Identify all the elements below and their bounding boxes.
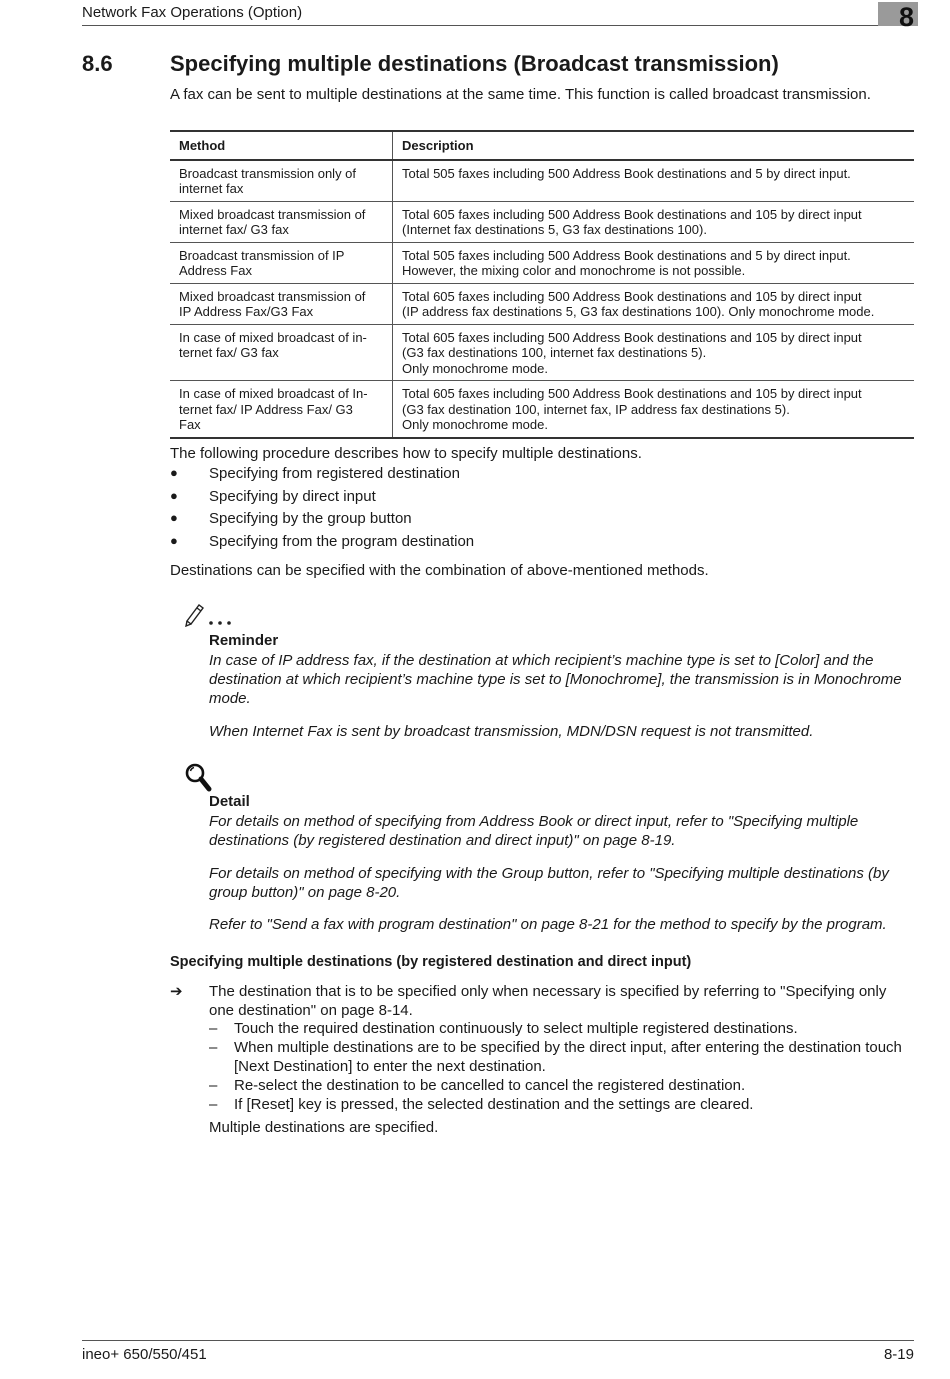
section-intro: A fax can be sent to multiple destinations at the same time. This function is called broadcast transmission. xyxy=(170,86,871,103)
bullet-icon: ● xyxy=(170,465,178,480)
footer-model: ineo+ 650/550/451 xyxy=(82,1346,207,1363)
detail-text: For details on method of specifying from Address Book or direct input, refer to "Specifying multiple destinations (by registered destination and direct input)" on page 8-19. xyxy=(209,813,859,849)
method-cell: Broadcast transmission of IP Address Fax xyxy=(170,242,393,283)
dash-icon: – xyxy=(209,1020,218,1037)
method-cell: In case of mixed broadcast of In- ternet fax/ IP Address Fax/ G3 Fax xyxy=(170,381,393,438)
bullet-icon: ● xyxy=(170,487,178,503)
procedure-result: Multiple destinations are specified. xyxy=(209,1119,439,1136)
method-cell: In case of mixed broadcast of in- ternet fax/ G3 fax xyxy=(170,324,393,381)
description-cell: Total 605 faxes including 500 Address Book destinations and 105 by direct input (Internet fax destinations 5, G3 fax destinations 100). xyxy=(393,201,915,242)
detail-text: For details on method of specifying with the Group button, refer to "Specifying multiple destinations (by group button)" on page 8-20. xyxy=(209,865,889,901)
bullet-icon: ● xyxy=(170,532,178,548)
reminder-text: When Internet Fax is sent by broadcast transmission, MDN/DSN request is not transmitted. xyxy=(209,723,814,740)
chapter-tab: 8 xyxy=(878,2,918,26)
pencil-note-icon xyxy=(184,601,234,632)
table-row xyxy=(170,381,914,438)
footer-rule xyxy=(82,1340,914,1341)
column-header-method: Method xyxy=(170,131,393,160)
method-cell: Mixed broadcast transmission of IP Address Fax/G3 Fax xyxy=(170,283,393,324)
list-item: – Touch the required destination continuously to select multiple registered destinations. xyxy=(209,1020,798,1037)
running-header: Network Fax Operations (Option) xyxy=(82,4,303,21)
procedure-step: The destination that is to be specified only when necessary is specified by referring to "Specifying only one destination" on page 8-14. xyxy=(209,983,887,1019)
list-item: ● Specifying by the group button xyxy=(170,510,412,527)
dash-icon: – xyxy=(209,1077,218,1094)
list-item: – When multiple destinations are to be specified by the direct input, after entering the destination touch [Next Destination] to enter the next destination. xyxy=(209,1039,902,1075)
magnifier-icon xyxy=(184,762,212,797)
description-cell: Total 505 faxes including 500 Address Book destinations and 5 by direct input. However, the mixing color and monochrome is not possible. xyxy=(393,242,915,283)
header-rule xyxy=(82,25,878,26)
combination-text: Destinations can be specified with the combination of above-mentioned methods. xyxy=(170,562,709,579)
list-item: ● Specifying from the program destination xyxy=(170,532,475,550)
arrow-icon: ➔ xyxy=(170,983,183,1000)
detail-text: Refer to "Send a fax with program destination" on page 8-21 for the method to specify by the program. xyxy=(209,916,887,933)
description-cell: Total 605 faxes including 500 Address Book destinations and 105 by direct input (G3 fax destination 100, internet fax, IP address fax destinations 5). Only monochrome mode. xyxy=(393,381,915,438)
dash-icon: – xyxy=(209,1096,218,1113)
description-cell: Total 605 faxes including 500 Address Book destinations and 105 by direct input (G3 fax destinations 100, internet fax destinations 5). Only monochrome mode. xyxy=(393,324,915,381)
description-cell: Total 605 faxes including 500 Address Book destinations and 105 by direct input (IP address fax destinations 5, G3 fax destinations 100). Only monochrome mode. xyxy=(393,283,915,324)
section-title: Specifying multiple destinations (Broadcast transmission) xyxy=(170,51,779,76)
column-header-description: Description xyxy=(393,131,915,160)
methods-bullet-list xyxy=(170,465,474,555)
procedure-intro: The following procedure describes how to specify multiple destinations. xyxy=(170,445,642,462)
detail-heading: Detail xyxy=(209,793,250,810)
table-row xyxy=(170,324,914,381)
list-item: – Re-select the destination to be cancelled to cancel the registered destination. xyxy=(209,1077,746,1094)
list-item: ● Specifying from registered destination xyxy=(170,465,460,482)
description-cell: Total 505 faxes including 500 Address Book destinations and 5 by direct input. xyxy=(393,160,915,202)
method-cell: Broadcast transmission only of internet fax xyxy=(170,160,393,202)
broadcast-methods-table xyxy=(170,130,914,439)
reminder-heading: Reminder xyxy=(209,632,279,649)
bullet-icon: ● xyxy=(170,510,178,525)
reminder-text: In case of IP address fax, if the destination at which recipient’s machine type is set to [Color] and the destination at which recipient’s machine type is set to [Monochrome], the transmission is in Monochrome mode. xyxy=(209,652,902,707)
section-number: 8.6 xyxy=(82,51,113,76)
method-cell: Mixed broadcast transmission of internet fax/ G3 fax xyxy=(170,201,393,242)
subsection-heading: Specifying multiple destinations (by registered destination and direct input) xyxy=(170,954,692,970)
table-row xyxy=(170,160,914,202)
dash-icon: – xyxy=(209,1039,218,1056)
list-item: – If [Reset] key is pressed, the selected destination and the settings are cleared. xyxy=(209,1096,754,1113)
table-row xyxy=(170,201,914,242)
page-number: 8-19 xyxy=(883,1346,914,1363)
table-row xyxy=(170,242,914,283)
list-item: ● Specifying by direct input xyxy=(170,487,376,505)
table-row xyxy=(170,283,914,324)
table-header-row xyxy=(170,131,914,160)
